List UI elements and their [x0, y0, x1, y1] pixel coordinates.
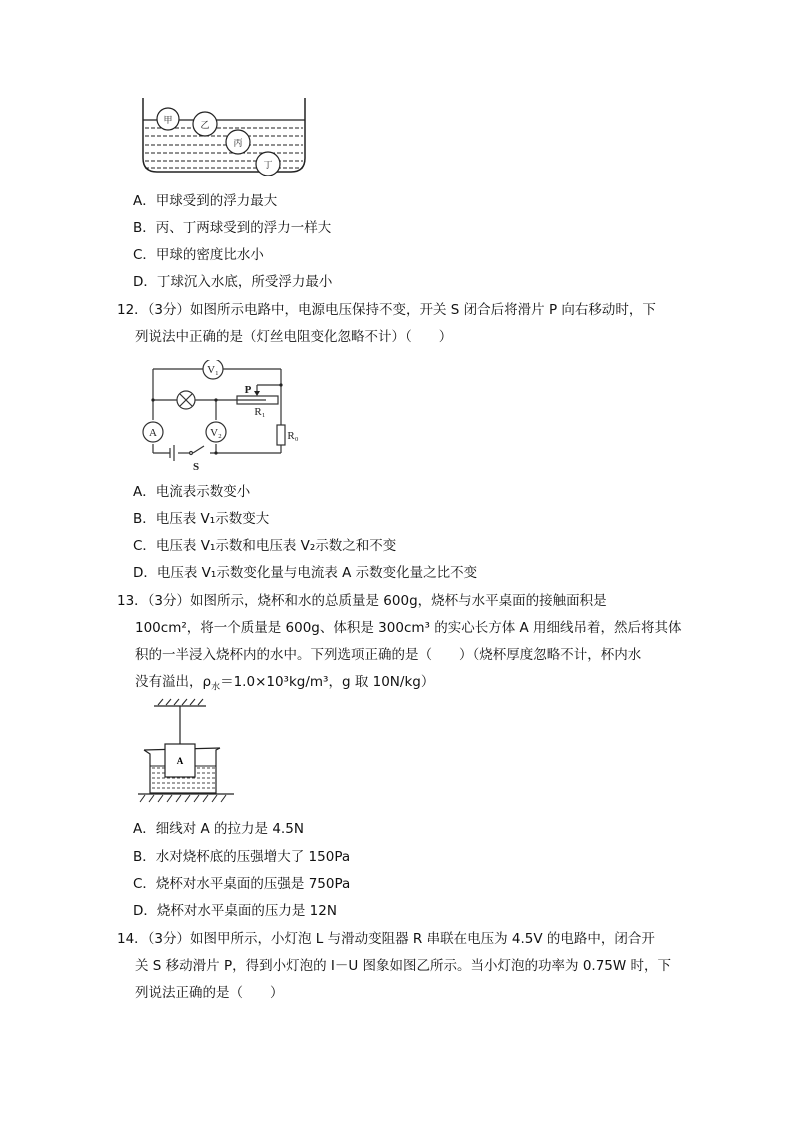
svg-text:S: S	[192, 461, 200, 472]
q13-stem-line2: 100cm²，将一个质量是 600g、体积是 300cm³ 的实心长方体 A 用细线吊着，然后将其体	[135, 620, 682, 636]
q13-option-b: B．水对烧杯底的压强增大了 150Pa	[133, 849, 351, 865]
svg-text:R₁: R₁	[254, 406, 266, 418]
q13-option-c: C．烧杯对水平桌面的压强是 750Pa	[133, 876, 351, 892]
svg-text:V₁: V₁	[207, 364, 219, 376]
q12-option-b: B．电压表 V₁示数变大	[133, 511, 270, 527]
svg-text:R₀: R₀	[287, 430, 299, 442]
q11-option-c: C．甲球的密度比水小	[133, 247, 264, 263]
floating-balls-figure	[138, 96, 313, 176]
q13-option-a: A．细线对 A 的拉力是 4.5N	[133, 821, 304, 837]
svg-text:A: A	[176, 756, 184, 766]
q14-stem-line2: 关 S 移动滑片 P，得到小灯泡的 I－U 图象如图乙所示。当小灯泡的功率为 0.75W 时，下	[135, 958, 672, 974]
q14-stem-line3: 列说法正确的是（ ）	[135, 985, 284, 1001]
svg-text:丙: 丙	[233, 139, 243, 149]
svg-text:A: A	[149, 427, 157, 439]
q12-stem-line1: 12．（3分）如图所示电路中，电源电压保持不变，开关 S 闭合后将滑片 P 向右移动时，下	[117, 302, 656, 318]
svg-text:丁: 丁	[263, 161, 273, 171]
q11-option-b: B．丙、丁两球受到的浮力一样大	[133, 220, 332, 236]
svg-text:P: P	[244, 384, 252, 396]
q13-option-d: D．烧杯对水平桌面的压力是 12N	[133, 903, 337, 919]
q14-stem-line1: 14．（3分）如图甲所示，小灯泡 L 与滑动变阻器 R 串联在电压为 4.5V 的电路中，闭合开	[117, 931, 655, 947]
q12-option-c: C．电压表 V₁示数和电压表 V₂示数之和不变	[133, 538, 397, 554]
q12-option-a: A．电流表示数变小	[133, 484, 251, 500]
q12-stem-line2: 列说法中正确的是（灯丝电阻变化忽略不计）（ ）	[135, 329, 453, 345]
q13-stem-line3: 积的一半浸入烧杯内的水中。下列选项正确的是（ ）（烧杯厚度忽略不计，杯内水	[135, 647, 642, 663]
beaker-figure	[136, 698, 236, 808]
svg-text:甲: 甲	[163, 116, 173, 126]
q12-option-d: D．电压表 V₁示数变化量与电流表 A 示数变化量之比不变	[133, 565, 478, 581]
circuit-diagram	[140, 360, 300, 472]
svg-text:乙: 乙	[200, 121, 210, 131]
q11-option-a: A．甲球受到的浮力最大	[133, 193, 278, 209]
q11-option-d: D．丁球沉入水底，所受浮力最小	[133, 274, 333, 290]
svg-text:V₂: V₂	[210, 427, 222, 439]
q13-stem-line4: 没有溢出，$\rho_水=1.0\times 10^3kg/m^3$，g 取 10N/kg）	[135, 674, 435, 693]
q13-stem-line1: 13．（3分）如图所示，烧杯和水的总质量是 600g，烧杯与水平桌面的接触面积是	[117, 593, 607, 609]
